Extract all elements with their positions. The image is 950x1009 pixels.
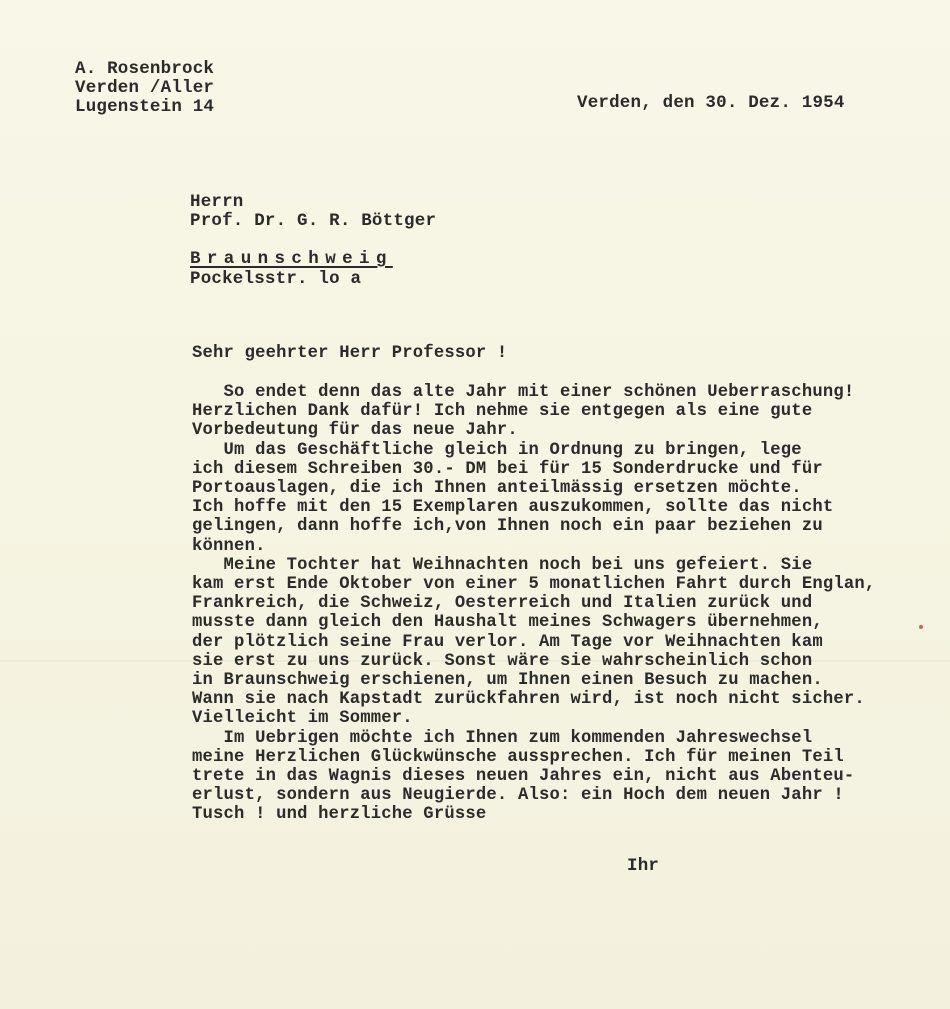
letter-closing: Ihr: [627, 856, 660, 876]
body-line: Um das Geschäftliche gleich in Ordnung zu bringen, lege: [192, 440, 802, 460]
recipient-city: Braunschweig: [190, 249, 393, 269]
body-line: erlust, sondern aus Neugierde. Also: ein Hoch dem neuen Jahr !: [192, 786, 844, 806]
body-line: gelingen, dann hoffe ich,von Ihnen noch ein paar beziehen zu: [192, 517, 823, 537]
recipient-name: Prof. Dr. G. R. Böttger: [190, 211, 437, 231]
body-line: So endet denn das alte Jahr mit einer schönen Ueberraschung!: [192, 383, 855, 402]
body-line: können.: [192, 536, 266, 556]
body-line: Im Uebrigen möchte ich Ihnen zum kommenden Jahreswechsel: [192, 728, 813, 748]
body-line: Vielleicht im Sommer.: [192, 709, 413, 729]
letter-greeting: Sehr geehrter Herr Professor !: [192, 344, 508, 363]
body-line: trete in das Wagnis dieses neuen Jahres ein, nicht aus Abenteu-: [192, 767, 855, 786]
letter-date: Verden, den 30. Dez. 1954: [577, 93, 845, 113]
body-line: Meine Tochter hat Weihnachten noch bei uns gefeiert. Sie: [192, 555, 813, 575]
body-line: musste dann gleich den Haushalt meines Schwagers übernehmen,: [192, 613, 823, 633]
body-line: sie erst zu uns zurück. Sonst wäre sie wahrscheinlich schon: [192, 651, 813, 671]
ink-spot: [919, 625, 923, 629]
body-line: kam erst Ende Oktober von einer 5 monatlichen Fahrt durch Englan,: [192, 575, 876, 594]
body-line: in Braunschweig erschienen, um Ihnen einen Besuch zu machen.: [192, 671, 823, 690]
body-line: Wann sie nach Kapstadt zurückfahren wird, ist noch nicht sicher.: [192, 690, 865, 710]
body-line: Portoauslagen, die ich Ihnen anteilmässig ersetzen möchte.: [192, 479, 802, 498]
recipient-salutation: Herrn: [190, 192, 244, 212]
sender-street: Lugenstein 14: [75, 97, 215, 117]
body-line: der plötzlich seine Frau verlor. Am Tage vor Weihnachten kam: [192, 632, 823, 652]
body-line: Tusch ! und herzliche Grüsse: [192, 805, 487, 825]
body-line: Ich hoffe mit den 15 Exemplaren auszukommen, sollte das nicht: [192, 498, 834, 518]
body-line: Frankreich, die Schweiz, Oesterreich und Italien zurück und: [192, 594, 813, 614]
body-line: ich diesem Schreiben 30.- DM bei für 15 Sonderdrucke und für: [192, 459, 823, 479]
recipient-street: Pockelsstr. lo a: [190, 269, 362, 289]
sender-city: Verden /Aller: [75, 78, 215, 98]
body-line: Vorbedeutung für das neue Jahr.: [192, 421, 518, 441]
body-line: meine Herzlichen Glückwünsche aussprechen. Ich für meinen Teil: [192, 747, 844, 767]
sender-name: A. Rosenbrock: [75, 59, 215, 79]
body-line: Herzlichen Dank dafür! Ich nehme sie entgegen als eine gute: [192, 402, 813, 422]
